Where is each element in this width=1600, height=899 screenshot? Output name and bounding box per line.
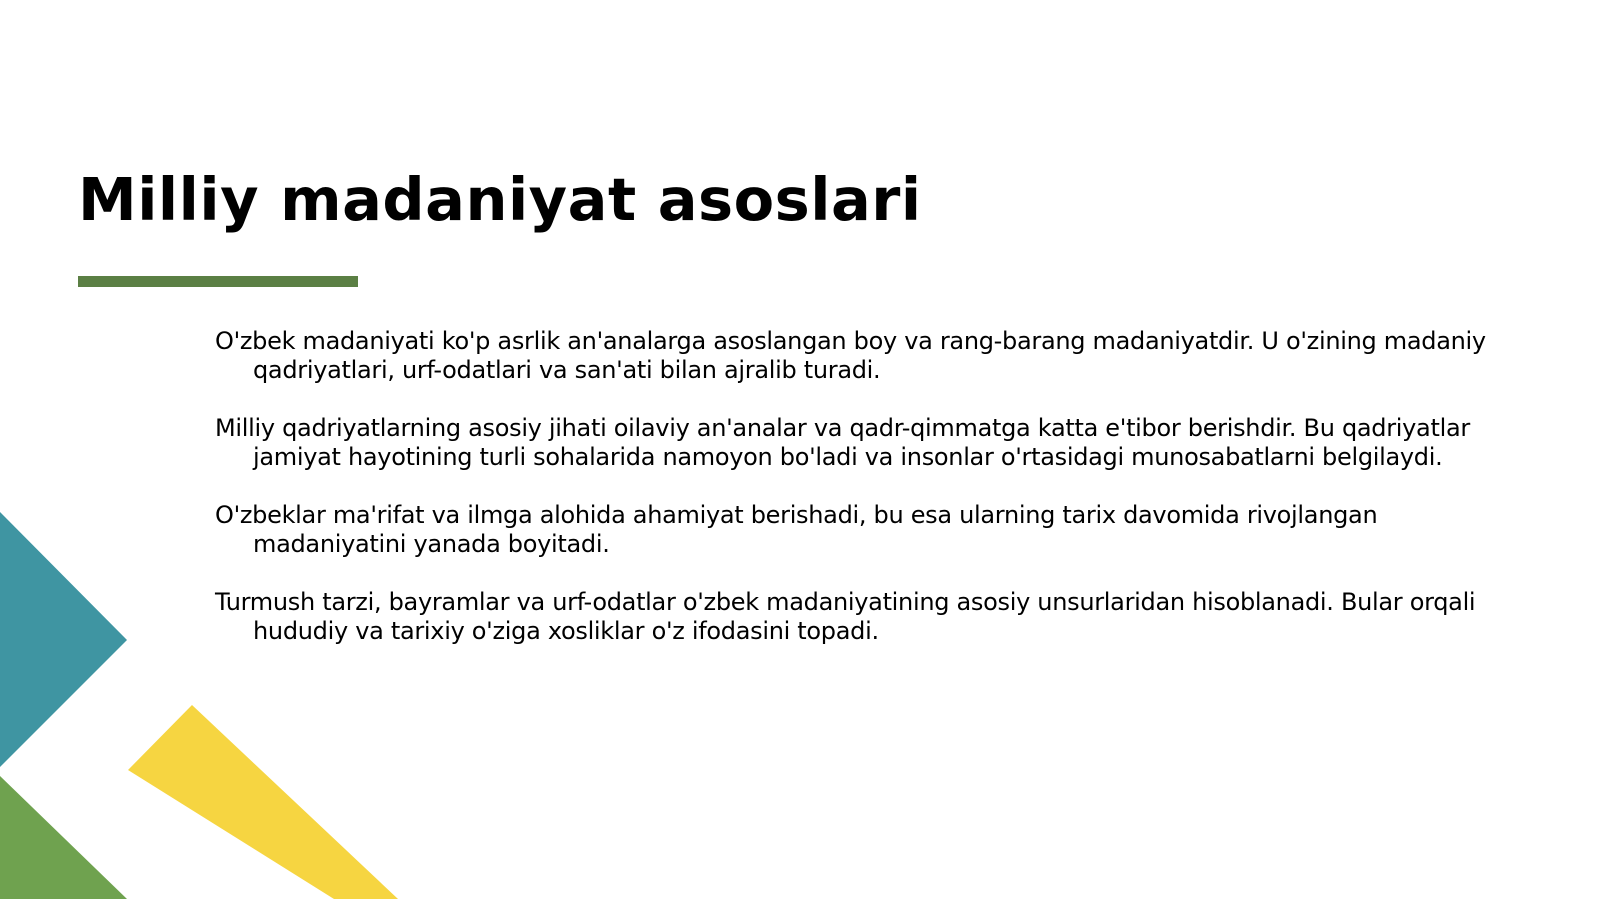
teal-triangle-shape (0, 512, 127, 767)
paragraph-3: O'zbeklar ma'rifat va ilmga alohida ahamiyat berishadi, bu esa ularning tarix davomida rivojlangan madaniyatini yanada boyitadi. (215, 501, 1378, 558)
yellow-stripe-shape (128, 705, 398, 899)
paragraph-1: O'zbek madaniyati ko'p asrlik an'analarga asoslangan boy va rang-barang madaniyatdir. U o'zining madaniy qadriyatlari, urf-odatlari va san'ati bilan ajralib turadi. (215, 327, 1486, 384)
paragraph-2: Milliy qadriyatlarning asosiy jihati oilaviy an'analar va qadr-qimmatga katta e'tibor berishdir. Bu qadriyatlar jamiyat hayotining turli sohalarida namoyon bo'ladi va insonlar o'rtasidagi munosabatlarni belgilaydi. (215, 414, 1470, 471)
body-text (215, 327, 1505, 675)
slide-title: Milliy madaniyat asoslari (78, 165, 922, 234)
green-triangle-shape (0, 776, 127, 899)
paragraph-4: Turmush tarzi, bayramlar va urf-odatlar o'zbek madaniyatining asosiy unsurlaridan hisoblanadi. Bular orqali hududiy va tarixiy o'ziga xosliklar o'z ifodasini topadi. (215, 588, 1476, 645)
title-underline (78, 276, 358, 287)
